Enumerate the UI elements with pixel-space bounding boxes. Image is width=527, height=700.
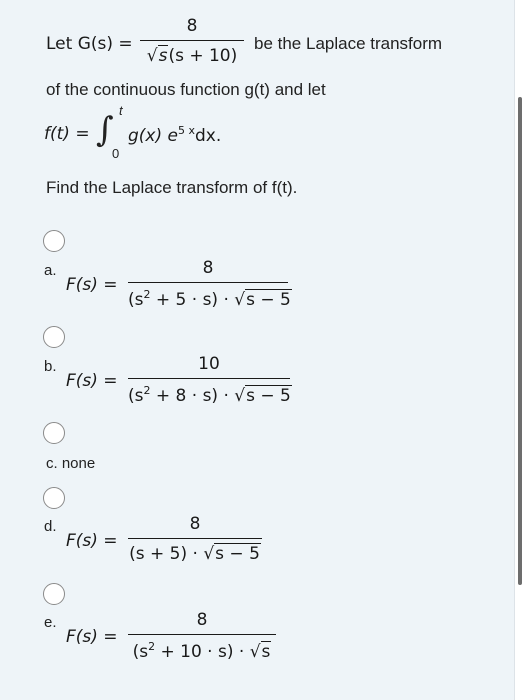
- option-a-letter: a.: [44, 262, 57, 279]
- option-e-fraction: 8 $(s^2 + 10 \cdot s) \cdot √s$: [128, 610, 276, 670]
- g-fraction: [140, 16, 244, 76]
- option-b-denominator: $(s^2 + 8 \cdot s) \cdot √s - 5$: [128, 384, 291, 406]
- option-d-lhs: F(s) =: [66, 531, 118, 551]
- option-d-denominator: (s + 5) · √s − 5: [129, 544, 260, 564]
- option-a-radio[interactable]: [43, 230, 65, 252]
- integrand: g(x) $e^{5 x}dx$.: [128, 124, 222, 146]
- option-e-radio[interactable]: [43, 583, 65, 605]
- option-a-fraction: 8 $(s^2 + 5 \cdot s) \cdot √s - 5$: [128, 258, 291, 310]
- option-b-fraction: 10 $(s^2 + 8 \cdot s) \cdot √s - 5$: [128, 354, 291, 406]
- question-line-2: of the continuous function g(t) and let: [46, 80, 326, 99]
- option-a-denominator: $(s^2 + 5 \cdot s) \cdot √s - 5$: [128, 288, 291, 310]
- option-d-fraction: 8 (s + 5) · √s − 5: [128, 514, 262, 574]
- option-e-letter: e.: [44, 614, 57, 631]
- g-lhs: Let G(s) =: [46, 34, 133, 54]
- option-b-radio[interactable]: [43, 326, 65, 348]
- integral-lower-limit: 0: [112, 146, 120, 161]
- f-lhs: f(t) =: [44, 124, 90, 144]
- option-d-radio[interactable]: [43, 487, 65, 509]
- g-numerator: 8: [186, 16, 198, 36]
- integral-upper-limit: t: [119, 103, 123, 118]
- g-fraction-bar: [140, 40, 244, 41]
- option-e-denominator: $(s^2 + 10 \cdot s) \cdot √s$: [132, 640, 271, 662]
- option-b-lhs: F(s) =: [66, 371, 118, 391]
- integral-sign: ∫: [96, 110, 114, 150]
- sqrt-sign: √: [146, 46, 158, 66]
- option-b-letter: b.: [44, 358, 57, 375]
- g-denominator: √s(s + 10): [146, 46, 238, 66]
- option-d-letter: d.: [44, 518, 57, 535]
- integrand-exponent: 5 x: [177, 124, 195, 137]
- option-c-radio[interactable]: [43, 422, 65, 444]
- g-description: be the Laplace transform: [254, 34, 443, 53]
- vertical-scrollbar[interactable]: [518, 97, 522, 585]
- question-prompt: Find the Laplace transform of f(t).: [46, 178, 298, 197]
- option-e-lhs: F(s) =: [66, 627, 118, 647]
- option-c-label: c. none: [46, 455, 96, 472]
- option-a-lhs: F(s) =: [66, 275, 118, 295]
